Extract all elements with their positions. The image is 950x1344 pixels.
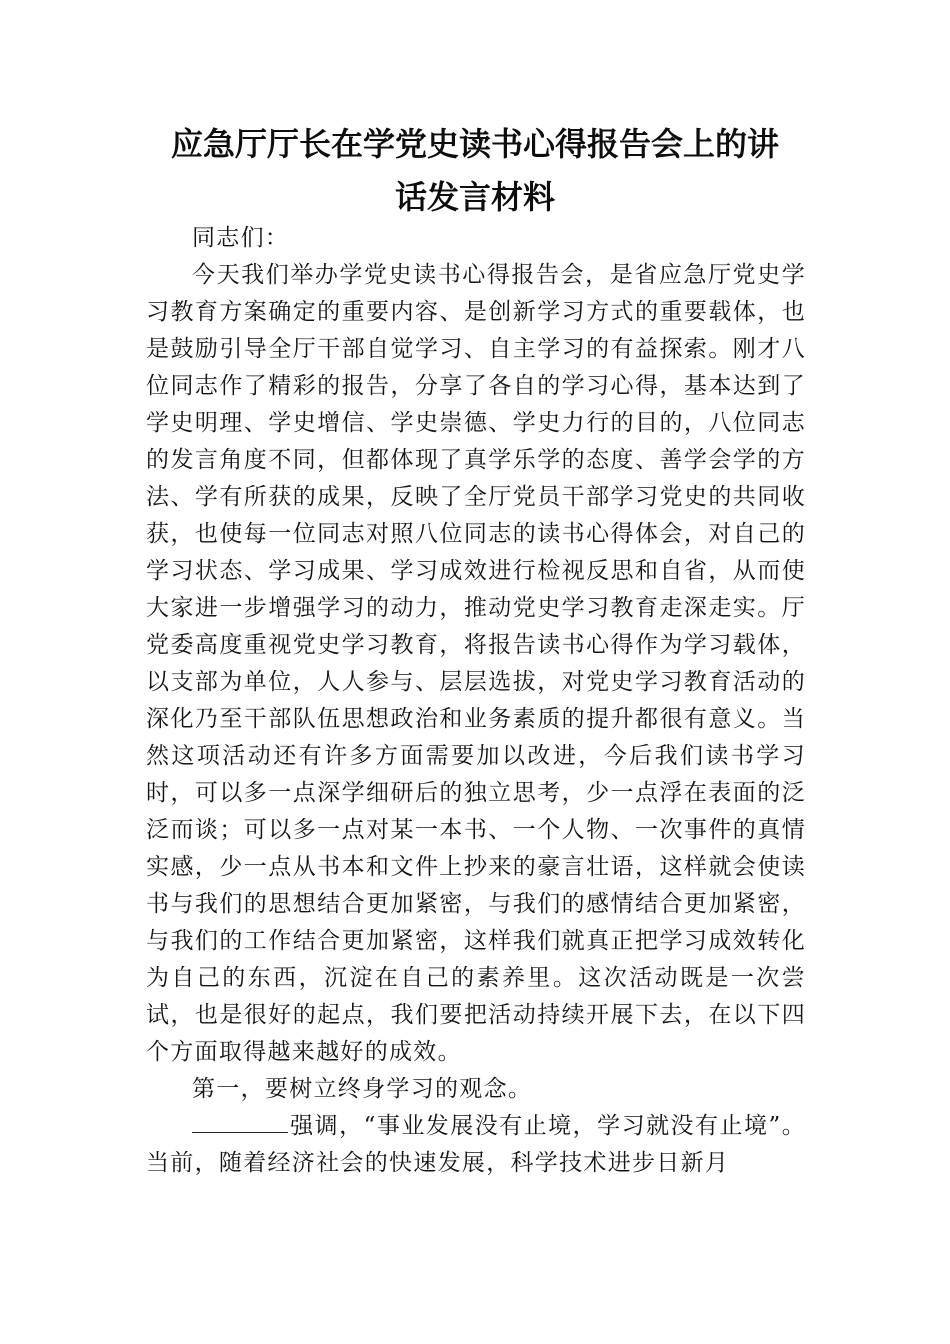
paragraph-second (146, 1108, 806, 1182)
salutation: 同志们： (192, 225, 290, 251)
section-heading-first: 第一，要树立终身学习的观念。 (192, 1076, 533, 1102)
blank-underline (192, 1131, 288, 1133)
document-body (146, 220, 806, 1182)
document-title (120, 118, 830, 224)
paragraph-second-text: 强调，“事业发展没有止境，学习就没有止境”。当前，随着经济社会的快速发展，科学技术进步日新月 (146, 1113, 806, 1176)
title-line-2: 话发言材料 (394, 178, 555, 216)
paragraph-intro: 今天我们举办学党史读书心得报告会，是省应急厅党史学习教育方案确定的重要内容、是创新学习方式的重要载体，也是鼓励引导全厅干部自觉学习、自主学习的有益探索。刚才八位同志作了精彩的报告，分享了各自的学习心得，基本达到了学史明理、学史增信、学史崇德、学史力行的目的，八位同志的发言角度不同，但都体现了真学乐学的态度、善学会学的方法、学有所获的成果，反映了全厅党员干部学习党史的共同收获，也使每一位同志对照八位同志的读书心得体会，对自己的学习状态、学习成果、学习成效进行检视反思和自省，从而使大家进一步增强学习的动力，推动党史学习教育走深走实。厅党委高度重视党史学习教育，将报告读书心得作为学习载体，以支部为单位，人人参与、层层选拔，对党史学习教育活动的深化乃至干部队伍思想政治和业务素质的提升都很有意义。当然这项活动还有许多方面需要加以改进，今后我们读书学习时，可以多一点深学细研后的独立思考，少一点浮在表面的泛泛而谈；可以多一点对某一本书、一个人物、一次事件的真情实感，少一点从书本和文件上抄来的豪言壮语，这样就会使读书与我们的思想结合更加紧密，与我们的感情结合更加紧密，与我们的工作结合更加紧密，这样我们就真正把学习成效转化为自己的东西，沉淀在自己的素养里。这次活动既是一次尝试，也是很好的起点，我们要把活动持续开展下去，在以下四个方面取得越来越好的成效。 (146, 262, 806, 1065)
title-line-1: 应急厅厅长在学党史读书心得报告会上的讲 (170, 125, 779, 163)
